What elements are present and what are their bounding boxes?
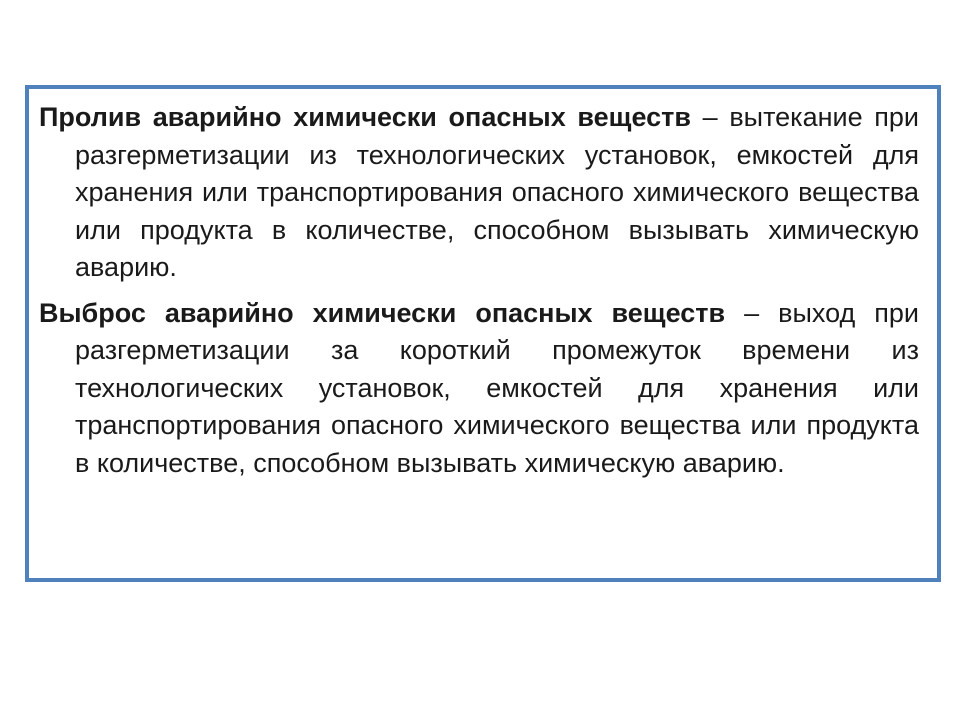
definition-box	[25, 85, 941, 582]
definition-release-term: Выброс аварийно химически опасных веществ	[39, 297, 726, 328]
definition-spill-term: Пролив аварийно химически опасных веществ	[39, 102, 691, 132]
definition-release	[39, 295, 919, 483]
definition-spill-body: – вытекание при разгерметизации из технологических установок, емкостей для хранения или транспортирования опасного химического вещества или продукта в количестве, способном вызывать химическую аварию.	[75, 102, 919, 282]
definition-release-body: – выход при разгерметизации за короткий промежуток времени из технологических установок, емкостей для хранения или транспортирования опасного химического вещества или продукта в количестве, способном вызывать химическую аварию.	[75, 297, 919, 478]
definition-spill	[39, 99, 919, 287]
